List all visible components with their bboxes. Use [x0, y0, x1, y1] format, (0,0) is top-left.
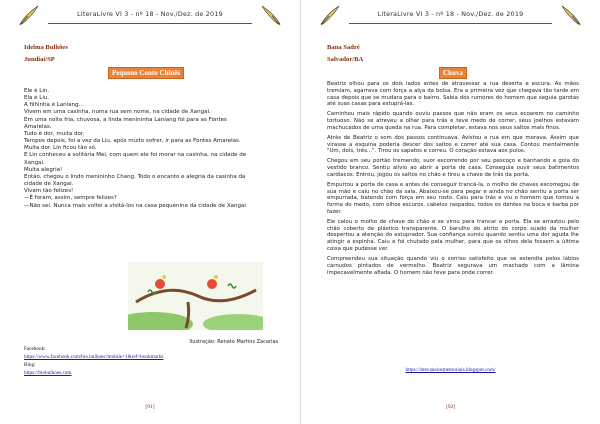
story-paragraph: Atrás de Beatriz o som dos passos continuava. Avistou a rua em que morava. Assim que virasse a esquina poderia descer dos saltos e correr até sua casa. Contou mentalmente "Um, dois, três...". Tirou os sapatos e correu. O coração estava aos pulos.	[327, 134, 579, 155]
illustration-caption: Ilustração: Renato Martins Zacarias	[189, 339, 278, 345]
story-paragraph: Ele calou o molho de chave do chão e se virou para trancar a porta. Ela se arrastou pelo chão coberto de plástico transparente. O barulho do atrito do corpo suado da mulher despertou a atenção do estuprador. Sua confiança sumiu quando sentiu uma dor aguda lhe atingir a espinha. Caiu e foi chutado pela mulher, para que os olhos dela fossem a última coisa que pudesse ver.	[327, 218, 579, 252]
facebook-label: Facebook:	[24, 346, 46, 352]
story-paragraph: Chegou em seu portão tremendo, suor escorrendo por seu pescoço e banhando a gola do vestido branco. Sentiu alívio ao abrir a porta de casa. Conseguia ouvir seus batimentos cardíacos. Entrou, jogou os saltos no chão e tirou a chave de trás da porta.	[327, 158, 579, 178]
header-text: LiteraLivre VI 3 - nº 18 - Nov./Dez. de 2019	[77, 10, 223, 18]
story-line: Xangai.	[24, 159, 45, 166]
header-rule	[349, 23, 552, 24]
story-line: Ele é Lin.	[24, 88, 50, 94]
header-text: LiteraLivre VI 3 - nº 18 - Nov./Dez. de 2019	[377, 10, 524, 18]
page-header	[18, 4, 282, 24]
author-name: Bana Sadré	[327, 44, 360, 51]
story-line: Vivam tão felizes!	[24, 188, 74, 195]
blog-link[interactable]: https://biobulhoes.com	[24, 370, 72, 376]
story-line: Ela é Liu.	[24, 95, 50, 102]
story-line: —Não sei. Nunca mais voltei a visitá-los na casa pequenina da cidade de Xangai	[24, 202, 246, 209]
story-paragraph: Compreendeu sua situação quando viu o sorriso satisfeito que se estendia pelos lábios carnudos pintados de vermelho. Beatriz segurava um machado com a lâmina impecavelmente afiada. O homem não teve para onde correr.	[327, 256, 579, 276]
right-page	[300, 0, 600, 424]
facebook-link-row	[24, 354, 163, 360]
story-line: cidade de Xangai.	[24, 181, 74, 188]
quill-icon	[560, 4, 582, 26]
story-line: Tempos depois, foi a vez da Liu, após muito sofrer, ir para as Fontes Amarelas.	[24, 138, 241, 145]
page-number: [91]	[145, 404, 155, 410]
story-line: Em uma noite fria, chuvosa, a linda menininha Laniang foi para as Fontes	[24, 116, 227, 123]
story-line: Vivem em uma casinha, numa rua sem nome, na cidade de Xangai.	[24, 109, 211, 116]
story-line: Muita alegria!	[24, 166, 63, 173]
blog-link-row	[301, 367, 600, 373]
story-text	[327, 81, 579, 280]
blog-link[interactable]: https://desvaneiosmemoriais.blogspot.com/	[405, 367, 496, 373]
header-rule	[48, 23, 252, 24]
illustration	[128, 262, 263, 330]
blog-link-row	[24, 370, 71, 376]
story-line: Muita dor. Lin ficou tão só.	[24, 145, 97, 152]
story-title: Pequeno Conto Chinês	[108, 67, 184, 79]
quill-icon	[260, 4, 282, 26]
story-text	[24, 88, 279, 210]
page-header	[319, 4, 582, 24]
author-city: Salvador/BA	[327, 56, 364, 63]
story-paragraph: Beatriz olhou para os dois lados antes de atravessar a rua deserta e escura. As mãos tremiam, agarrava com força a alça da bolsa. Era a primeira vez que chegava tão tarde em casa depois que se mudara para o bairro. Sabia dos rumores do homem que seguia garotas até suas casas para estuprá-las.	[327, 81, 579, 108]
story-line: Então, chegou o lindo menininho Chang. Todo o encanto e alegria da casinha da	[24, 173, 246, 180]
story-paragraph: Caminhou mais rápido quando ouviu passos que não eram os seus ecoarem no caminho tortuoso. Não se atreveu a olhar para trás e teve medo de correr, seus joelhos estavam machucados de uma queda na rua. Para completar, estava nos seus saltos mais finos.	[327, 111, 579, 131]
author-name: Idelma Bulhões	[24, 44, 68, 51]
page-number: [92]	[445, 404, 456, 410]
story-title: Chuva	[439, 67, 467, 79]
story-line: —É foram, assim, sempre felizes?	[24, 195, 117, 202]
author-city: Jundiaí/SP	[24, 56, 55, 63]
story-line: Tudo é dor, muita dor.	[24, 130, 85, 137]
blog-label: Blog:	[24, 362, 36, 368]
story-line: A filhinha é Laniang...	[24, 102, 84, 109]
story-line: Amarelas.	[24, 123, 52, 130]
story-paragraph: Empurrou a porta de casa e antes de conseguir trancá-la, o molho de chaves escorregou de sua mão e caiu no chão da sala. Abaixou-se para pegar e ainda no chão sentiu a porta ser empurrada, batendo com força em seu rosto. Caiu para trás e viu o homem que tomou a forma do medo, com olhos escuros, cabelos raspados, todos os dentes na boca e barba por fazer.	[327, 181, 579, 215]
story-line: E Lin conheceu a solitária Mei, com quem ele foi morar na casinha, na cidade de	[24, 152, 247, 159]
facebook-link[interactable]: https://www.facebook.com/bio.bulhoes?mobile=1&ref=bookmarks	[24, 354, 164, 360]
